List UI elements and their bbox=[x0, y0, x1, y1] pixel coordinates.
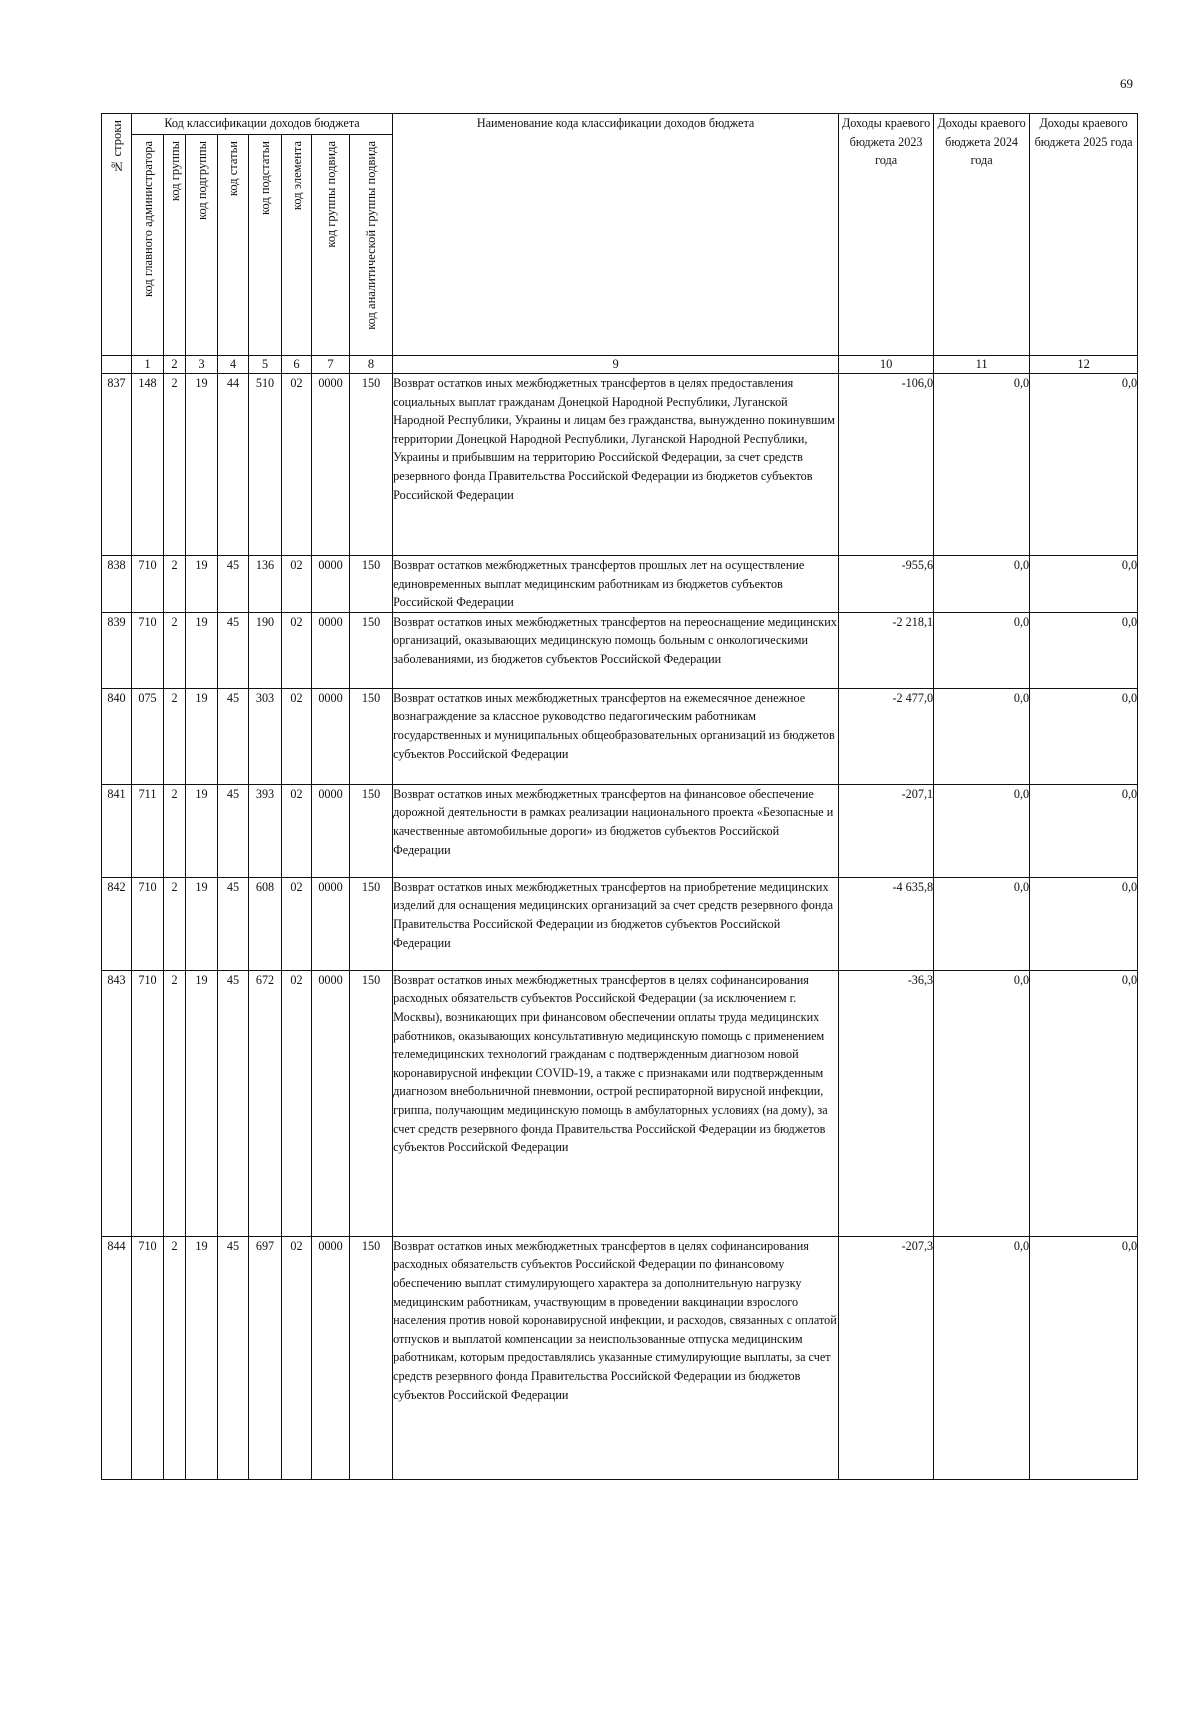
subgroup-code-cell: 19 bbox=[186, 688, 218, 784]
column-number: 3 bbox=[186, 356, 218, 374]
admin-code-cell: 710 bbox=[132, 877, 164, 970]
article-code-cell: 45 bbox=[218, 877, 249, 970]
element-code-cell: 02 bbox=[282, 688, 312, 784]
article-code-cell: 45 bbox=[218, 556, 249, 613]
group-code-cell: 2 bbox=[164, 970, 186, 1236]
subgroup-code-cell: 19 bbox=[186, 556, 218, 613]
admin-code-cell: 148 bbox=[132, 374, 164, 556]
subgroup-code-cell: 19 bbox=[186, 877, 218, 970]
subgroup-code-header: код подгруппы bbox=[186, 135, 218, 356]
subgroup-code-cell: 19 bbox=[186, 1236, 218, 1479]
analytic-group-code-cell: 150 bbox=[350, 1236, 393, 1479]
amount-2025-cell: 0,0 bbox=[1030, 1236, 1138, 1479]
column-number: 10 bbox=[839, 356, 934, 374]
admin-code-cell: 075 bbox=[132, 688, 164, 784]
table-row bbox=[102, 688, 1138, 784]
row-number-cell: 839 bbox=[102, 612, 132, 688]
table-row bbox=[102, 970, 1138, 1236]
subgroup-code-cell: 19 bbox=[186, 374, 218, 556]
amount-2024-cell: 0,0 bbox=[934, 556, 1030, 613]
amount-2023-cell: -36,3 bbox=[839, 970, 934, 1236]
amount-2025-cell: 0,0 bbox=[1030, 970, 1138, 1236]
admin-code-cell: 710 bbox=[132, 612, 164, 688]
element-code-cell: 02 bbox=[282, 877, 312, 970]
income-name-cell: Возврат остатков иных межбюджетных трансфертов на финансовое обеспечение дорожной деятельности в рамках реализации национального проекта «Безопасные и качественные автомобильные дороги» из бюджетов субъектов Российской Федерации bbox=[393, 784, 839, 877]
subgroup-code-cell: 19 bbox=[186, 612, 218, 688]
amount-2025-cell: 0,0 bbox=[1030, 374, 1138, 556]
subtype-group-code-cell: 0000 bbox=[312, 374, 350, 556]
name-column-header: Наименование кода классификации доходов бюджета bbox=[393, 114, 839, 356]
amount-2024-cell: 0,0 bbox=[934, 970, 1030, 1236]
group-code-cell: 2 bbox=[164, 612, 186, 688]
subtype-group-code-header: код группы подвида bbox=[312, 135, 350, 356]
subarticle-code-cell: 608 bbox=[249, 877, 282, 970]
income-name-cell: Возврат остатков иных межбюджетных трансфертов на переоснащение медицинских организаций, оказывающих медицинскую помощь больным с онкологическими заболеваниями, из бюджетов субъектов Российской Федерации bbox=[393, 612, 839, 688]
analytic-group-code-cell: 150 bbox=[350, 374, 393, 556]
row-number-cell: 838 bbox=[102, 556, 132, 613]
amount-2023-cell: -4 635,8 bbox=[839, 877, 934, 970]
income-name-cell: Возврат остатков межбюджетных трансфертов прошлых лет на осуществление единовременных выплат медицинским работникам из бюджетов субъектов Российской Федерации bbox=[393, 556, 839, 613]
table-row bbox=[102, 374, 1138, 556]
amount-2025-cell: 0,0 bbox=[1030, 877, 1138, 970]
element-code-cell: 02 bbox=[282, 970, 312, 1236]
amount-2025-cell: 0,0 bbox=[1030, 612, 1138, 688]
row-number-cell: 844 bbox=[102, 1236, 132, 1479]
amount-2025-cell: 0,0 bbox=[1030, 784, 1138, 877]
page-number: 69 bbox=[1120, 76, 1133, 91]
amount-2024-cell: 0,0 bbox=[934, 374, 1030, 556]
group-code-cell: 2 bbox=[164, 374, 186, 556]
column-number bbox=[102, 356, 132, 374]
element-code-cell: 02 bbox=[282, 374, 312, 556]
article-code-cell: 45 bbox=[218, 970, 249, 1236]
analytic-group-code-cell: 150 bbox=[350, 877, 393, 970]
group-code-cell: 2 bbox=[164, 1236, 186, 1479]
amount-2023-cell: -2 218,1 bbox=[839, 612, 934, 688]
subtype-group-code-cell: 0000 bbox=[312, 556, 350, 613]
row-number-header: № строки bbox=[102, 114, 132, 356]
amount-2023-cell: -207,1 bbox=[839, 784, 934, 877]
amount-2024-cell: 0,0 bbox=[934, 1236, 1030, 1479]
row-number-cell: 841 bbox=[102, 784, 132, 877]
element-code-cell: 02 bbox=[282, 612, 312, 688]
subtype-group-code-cell: 0000 bbox=[312, 784, 350, 877]
analytic-group-code-cell: 150 bbox=[350, 688, 393, 784]
table-row bbox=[102, 1236, 1138, 1479]
table-body bbox=[102, 374, 1138, 1480]
article-code-cell: 44 bbox=[218, 374, 249, 556]
subtype-group-code-cell: 0000 bbox=[312, 877, 350, 970]
classification-code-group-header: Код классификации доходов бюджета bbox=[132, 114, 393, 135]
amount-2024-cell: 0,0 bbox=[934, 688, 1030, 784]
column-number: 5 bbox=[249, 356, 282, 374]
income-name-cell: Возврат остатков иных межбюджетных трансфертов на ежемесячное денежное вознаграждение за классное руководство педагогическим работникам государственных и муниципальных общеобразовательных организаций из бюджетов субъектов Российской Федерации bbox=[393, 688, 839, 784]
subtype-group-code-cell: 0000 bbox=[312, 970, 350, 1236]
admin-code-cell: 710 bbox=[132, 1236, 164, 1479]
income-name-cell: Возврат остатков иных межбюджетных трансфертов в целях софинансирования расходных обязательств субъектов Российской Федерации по финансовому обеспечению выплат стимулирующего характера за дополнительную нагрузку медицинским работникам, участвующим в проведении вакцинации взрослого населения против новой коронавирусной инфекции, и расходов, связанных с оплатой отпусков и выплатой компенсации за неиспользованные отпуска медицинским работникам, которым предоставлялись указанные стимулирующие выплаты, за счет средств резервного фонда Правительства Российской Федерации из бюджетов субъектов Российской Федерации bbox=[393, 1236, 839, 1479]
group-code-cell: 2 bbox=[164, 784, 186, 877]
table-row bbox=[102, 784, 1138, 877]
element-code-cell: 02 bbox=[282, 1236, 312, 1479]
analytic-group-code-header: код аналитической группы подвида bbox=[350, 135, 393, 356]
subarticle-code-cell: 510 bbox=[249, 374, 282, 556]
amount-2025-header: Доходы краевого бюджета 2025 года bbox=[1030, 114, 1138, 356]
table-row bbox=[102, 877, 1138, 970]
table-row bbox=[102, 556, 1138, 613]
amount-2025-cell: 0,0 bbox=[1030, 556, 1138, 613]
column-number: 11 bbox=[934, 356, 1030, 374]
subarticle-code-cell: 697 bbox=[249, 1236, 282, 1479]
subarticle-code-header: код подстатьи bbox=[249, 135, 282, 356]
column-number: 12 bbox=[1030, 356, 1138, 374]
group-code-cell: 2 bbox=[164, 877, 186, 970]
admin-code-cell: 711 bbox=[132, 784, 164, 877]
subarticle-code-cell: 672 bbox=[249, 970, 282, 1236]
column-number: 9 bbox=[393, 356, 839, 374]
row-number-cell: 840 bbox=[102, 688, 132, 784]
subgroup-code-cell: 19 bbox=[186, 970, 218, 1236]
admin-code-header: код главного администратора bbox=[132, 135, 164, 356]
article-code-cell: 45 bbox=[218, 784, 249, 877]
column-number: 6 bbox=[282, 356, 312, 374]
element-code-cell: 02 bbox=[282, 556, 312, 613]
group-code-cell: 2 bbox=[164, 556, 186, 613]
article-code-cell: 45 bbox=[218, 1236, 249, 1479]
amount-2023-cell: -2 477,0 bbox=[839, 688, 934, 784]
amount-2023-cell: -207,3 bbox=[839, 1236, 934, 1479]
subtype-group-code-cell: 0000 bbox=[312, 1236, 350, 1479]
subarticle-code-cell: 190 bbox=[249, 612, 282, 688]
subtype-group-code-cell: 0000 bbox=[312, 688, 350, 784]
amount-2023-header: Доходы краевого бюджета 2023 года bbox=[839, 114, 934, 356]
group-code-cell: 2 bbox=[164, 688, 186, 784]
analytic-group-code-cell: 150 bbox=[350, 784, 393, 877]
analytic-group-code-cell: 150 bbox=[350, 970, 393, 1236]
row-number-cell: 842 bbox=[102, 877, 132, 970]
income-name-cell: Возврат остатков иных межбюджетных трансфертов в целях софинансирования расходных обязательств субъектов Российской Федерации (за исключением г. Москвы), возникающих при финансовом обеспечении оплаты труда медицинских работников, оказывающих консультативную медицинскую помощь с применением телемедицинских технологий гражданам с подтвержденным диагнозом новой коронавирусной инфекции COVID-19, а также с признаками или подтвержденным диагнозом внебольничной пневмонии, острой респираторной вирусной инфекции, гриппа, получающим медицинскую помощь в амбулаторных условиях (на дому), за счет средств резервного фонда Правительства Российской Федерации из бюджетов субъектов Российской Федерации bbox=[393, 970, 839, 1236]
element-code-header: код элемента bbox=[282, 135, 312, 356]
article-code-cell: 45 bbox=[218, 612, 249, 688]
budget-income-table bbox=[101, 113, 1138, 1480]
admin-code-cell: 710 bbox=[132, 556, 164, 613]
column-number: 7 bbox=[312, 356, 350, 374]
group-code-header: код группы bbox=[164, 135, 186, 356]
subgroup-code-cell: 19 bbox=[186, 784, 218, 877]
subtype-group-code-cell: 0000 bbox=[312, 612, 350, 688]
subarticle-code-cell: 136 bbox=[249, 556, 282, 613]
amount-2025-cell: 0,0 bbox=[1030, 688, 1138, 784]
amount-2024-cell: 0,0 bbox=[934, 784, 1030, 877]
amount-2023-cell: -955,6 bbox=[839, 556, 934, 613]
admin-code-cell: 710 bbox=[132, 970, 164, 1236]
column-number: 1 bbox=[132, 356, 164, 374]
subarticle-code-cell: 303 bbox=[249, 688, 282, 784]
income-name-cell: Возврат остатков иных межбюджетных трансфертов в целях предоставления социальных выплат гражданам Донецкой Народной Республики, Луганской Народной Республики, Украины и лицам без гражданства, вынужденно покинувшим территории Донецкой Народной Республики, Луганской Народной Республики, Украины и прибывшим на территорию Российской Федерации, за счет средств резервного фонда Правительства Российской Федерации из бюджетов субъектов Российской Федерации bbox=[393, 374, 839, 556]
article-code-cell: 45 bbox=[218, 688, 249, 784]
analytic-group-code-cell: 150 bbox=[350, 612, 393, 688]
column-number-row bbox=[102, 356, 1138, 374]
column-number: 2 bbox=[164, 356, 186, 374]
element-code-cell: 02 bbox=[282, 784, 312, 877]
amount-2024-header: Доходы краевого бюджета 2024 года bbox=[934, 114, 1030, 356]
column-number: 4 bbox=[218, 356, 249, 374]
analytic-group-code-cell: 150 bbox=[350, 556, 393, 613]
amount-2024-cell: 0,0 bbox=[934, 612, 1030, 688]
subarticle-code-cell: 393 bbox=[249, 784, 282, 877]
row-number-cell: 837 bbox=[102, 374, 132, 556]
income-name-cell: Возврат остатков иных межбюджетных трансфертов на приобретение медицинских изделий для оснащения медицинских организаций за счет средств резервного фонда Правительства Российской Федерации из бюджетов субъектов Российской Федерации bbox=[393, 877, 839, 970]
table-row bbox=[102, 612, 1138, 688]
article-code-header: код статьи bbox=[218, 135, 249, 356]
amount-2024-cell: 0,0 bbox=[934, 877, 1030, 970]
amount-2023-cell: -106,0 bbox=[839, 374, 934, 556]
column-number: 8 bbox=[350, 356, 393, 374]
row-number-cell: 843 bbox=[102, 970, 132, 1236]
